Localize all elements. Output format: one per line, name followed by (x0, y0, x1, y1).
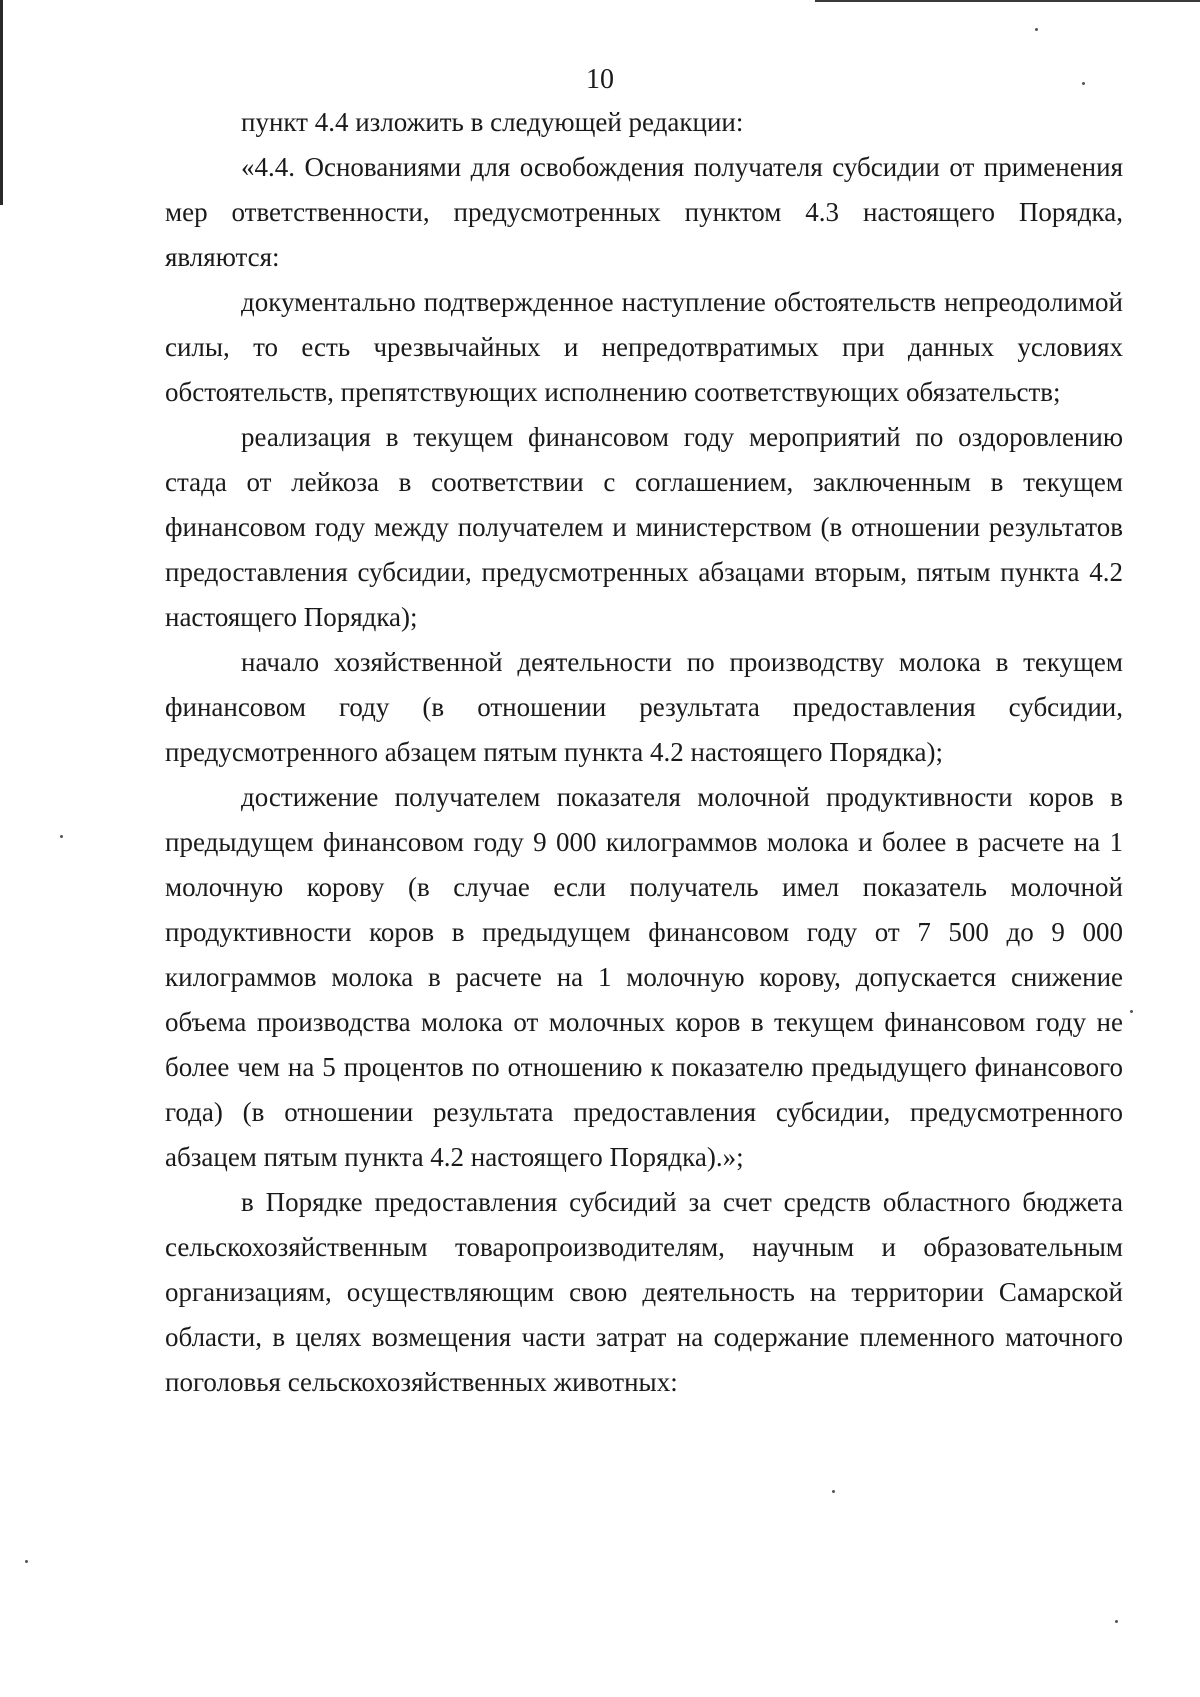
paragraph-intro: пункт 4.4 изложить в следующей редакции: (241, 107, 744, 137)
paragraph-productivity: достижение получателем показателя молочной продуктивности коров в предыдущем финансовом году 9 000 килограммов молока и более в расчете на 1 молочную корову (в случае если получатель имел показатель молочной продуктивности коров в предыдущем финансовом году от 7 500 до 9 000 килограммов молока в расчете на 1 молочную корову, допускается снижение объема производства молока от молочных коров в текущем финансовом году не более чем на 5 процентов по отношению к показателю предыдущего финансового года) (в отношении результата предоставления субсидии, предусмотренного абзацем пятым пункта 4.2 настоящего Порядка).»; (165, 782, 1123, 1172)
page-number: 10 (586, 64, 614, 95)
scan-edge-top (815, 0, 1200, 2)
paragraph-leukosis: реализация в текущем финансовом году мероприятий по оздоровлению стада от лейкоза в соответствии с соглашением, заключенным в текущем финансовом году между получателем и министерством (в отношении результатов предоставления субсидии, предусмотренных абзацами вторым, пятым пункта 4.2 настоящего Порядка); (165, 422, 1123, 632)
scan-speck (1130, 1010, 1133, 1013)
scan-speck (1115, 1620, 1118, 1623)
scan-speck (60, 835, 63, 838)
scan-edge-left (0, 0, 3, 205)
paragraph-milk-start: начало хозяйственной деятельности по производству молока в текущем финансовом году (в отношении результата предоставления субсидии, предусмотренного абзацем пятым пункта 4.2 настоящего Порядка); (165, 647, 1123, 767)
scan-speck (1035, 28, 1038, 31)
scan-speck (25, 1560, 28, 1563)
paragraph-force-majeure: документально подтвержденное наступление обстоятельств непреодолимой силы, то есть чрезвычайных и непредотвратимых при данных условиях обстоятельств, препятствующих исполнению соответствующих обязательств; (165, 287, 1123, 407)
scan-speck (1082, 82, 1085, 85)
paragraph-breeding-order: в Порядке предоставления субсидий за счет средств областного бюджета сельскохозяйственным товаропроизводителям, научным и образовательным организациям, осуществляющим свою деятельность на территории Самарской области, в целях возмещения части затрат на содержание племенного маточного поголовья сельскохозяйственных животных: (165, 1187, 1123, 1397)
document-body (165, 100, 1123, 1405)
paragraph-clause-4-4: «4.4. Основаниями для освобождения получателя субсидии от применения мер ответственности, предусмотренных пунктом 4.3 настоящего Порядка, являются: (165, 152, 1123, 272)
scan-speck (832, 1490, 835, 1493)
